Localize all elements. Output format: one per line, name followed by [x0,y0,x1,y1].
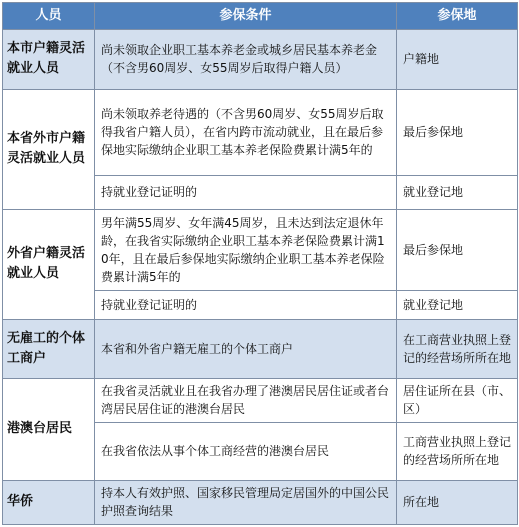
condition-text: 持本人有效护照、国家移民管理局定居国外的中国公民护照查询结果 [95,480,397,524]
insurance-place: 户籍地 [397,30,518,90]
condition-text: 本省和外省户籍无雇工的个体工商户 [95,320,397,379]
table-row [3,209,518,290]
table-row [3,320,518,379]
insurance-place: 居住证所在县（市、区） [397,378,518,422]
insurance-place: 在工商营业执照上登记的经营场所所在地 [397,320,518,379]
table-header-row [3,3,518,30]
condition-text: 持就业登记证明的 [95,290,397,319]
insurance-place: 就业登记地 [397,290,518,319]
person-category: 港澳台居民 [3,378,95,480]
person-category: 华侨 [3,480,95,524]
insurance-place: 所在地 [397,480,518,524]
insurance-place: 工商营业执照上登记的经营场所所在地 [397,423,518,481]
table-row [3,480,518,524]
header-conditions: 参保条件 [95,3,397,30]
insurance-place: 最后参保地 [397,89,518,175]
condition-text: 持就业登记证明的 [95,176,397,210]
person-category: 本省外市户籍灵活就业人员 [3,89,95,209]
person-category: 本市户籍灵活就业人员 [3,30,95,90]
header-place: 参保地 [397,3,518,30]
insurance-eligibility-table [2,2,518,525]
person-category: 无雇工的个体工商户 [3,320,95,379]
condition-text: 尚未领取养老待遇的（不含男60周岁、女55周岁后取得我省户籍人员），在省内跨市流动就业，且在最后参保地实际缴纳企业职工基本养老保险费累计满5年的 [95,89,397,175]
insurance-place: 最后参保地 [397,209,518,290]
table-row [3,30,518,90]
condition-text: 在我省依法从事个体工商经营的港澳台居民 [95,423,397,481]
condition-text: 在我省灵活就业且在我省办理了港澳居民居住证或者台湾居民居住证的港澳台居民 [95,378,397,422]
table-row [3,89,518,175]
person-category: 外省户籍灵活就业人员 [3,209,95,319]
header-person: 人员 [3,3,95,30]
insurance-place: 就业登记地 [397,176,518,210]
condition-text: 尚未领取企业职工基本养老金或城乡居民基本养老金（不含男60周岁、女55周岁后取得户籍人员） [95,30,397,90]
condition-text: 男年满55周岁、女年满45周岁，且未达到法定退休年龄，在我省实际缴纳企业职工基本养老保险费累计满10年，且在最后参保地实际缴纳企业职工基本养老保险费累计满5年的 [95,209,397,290]
table-row [3,378,518,422]
